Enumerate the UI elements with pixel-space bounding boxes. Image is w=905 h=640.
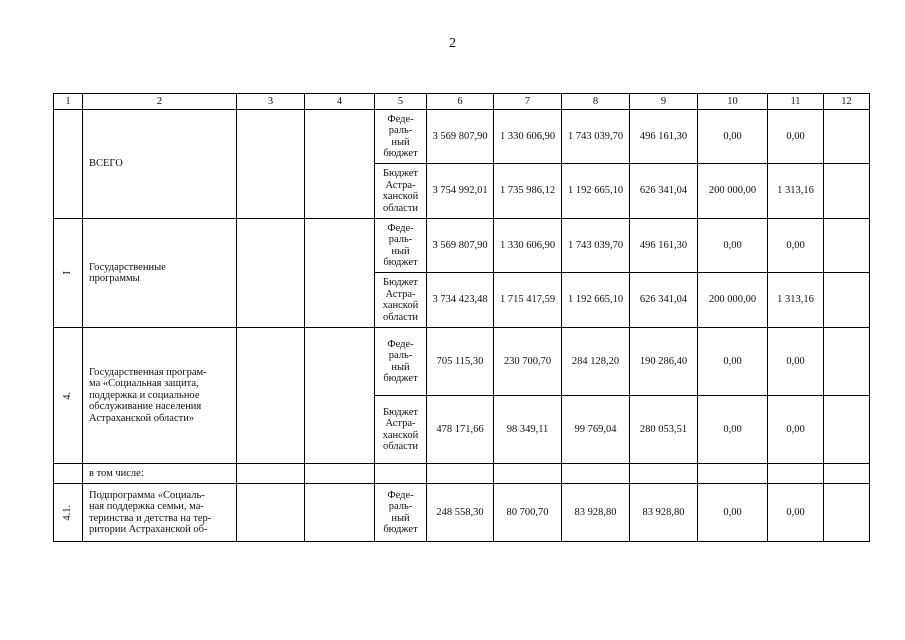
amount-cell: 280 053,51 xyxy=(630,396,698,464)
empty-cell xyxy=(237,328,305,464)
row-number: 4. xyxy=(62,391,74,400)
amount-cell: 3 734 423,48 xyxy=(427,273,494,328)
col-header: 7 xyxy=(494,94,562,110)
amount-cell: 0,00 xyxy=(698,328,768,396)
amount-cell: 200 000,00 xyxy=(698,273,768,328)
amount-cell: 284 128,20 xyxy=(562,328,630,396)
amount-cell: 1 192 665,10 xyxy=(562,273,630,328)
amount-cell: 0,00 xyxy=(698,219,768,273)
row-number-cell xyxy=(54,484,83,542)
amount-cell: 705 115,30 xyxy=(427,328,494,396)
empty-cell xyxy=(562,464,630,484)
budget-source-label: Феде- раль- ный бюджет xyxy=(375,328,427,396)
amount-cell: 1 735 986,12 xyxy=(494,164,562,219)
empty-cell xyxy=(237,110,305,219)
empty-cell xyxy=(305,328,375,464)
empty-cell xyxy=(630,464,698,484)
empty-cell xyxy=(237,219,305,328)
amount-cell: 83 928,80 xyxy=(562,484,630,542)
col-header: 5 xyxy=(375,94,427,110)
amount-cell: 0,00 xyxy=(768,396,824,464)
amount-cell: 99 769,04 xyxy=(562,396,630,464)
budget-source-label: Бюджет Астра- ханской области xyxy=(375,273,427,328)
row-name: Государственные программы xyxy=(83,219,237,328)
row-number-cell xyxy=(54,110,83,219)
table-row xyxy=(54,484,870,542)
amount-cell: 248 558,30 xyxy=(427,484,494,542)
amount-cell: 496 161,30 xyxy=(630,110,698,164)
col-header: 9 xyxy=(630,94,698,110)
amount-cell: 230 700,70 xyxy=(494,328,562,396)
table-row xyxy=(54,219,870,273)
col-header: 8 xyxy=(562,94,630,110)
amount-cell: 1 313,16 xyxy=(768,273,824,328)
row-number: I xyxy=(62,271,74,275)
amount-cell: 190 286,40 xyxy=(630,328,698,396)
table-row xyxy=(54,110,870,164)
amount-cell: 0,00 xyxy=(768,328,824,396)
amount-cell: 200 000,00 xyxy=(698,164,768,219)
amount-cell: 626 341,04 xyxy=(630,164,698,219)
budget-source-label: Феде- раль- ный бюджет xyxy=(375,484,427,542)
budget-source-label: Бюджет Астра- ханской области xyxy=(375,396,427,464)
amount-cell: 1 192 665,10 xyxy=(562,164,630,219)
row-number-cell xyxy=(54,219,83,328)
empty-cell xyxy=(824,110,870,164)
amount-cell: 626 341,04 xyxy=(630,273,698,328)
empty-cell xyxy=(54,464,83,484)
amount-cell: 83 928,80 xyxy=(630,484,698,542)
empty-cell xyxy=(427,464,494,484)
amount-cell: 98 349,11 xyxy=(494,396,562,464)
empty-cell xyxy=(824,396,870,464)
row-number-cell xyxy=(54,328,83,464)
budget-source-label: Феде- раль- ный бюджет xyxy=(375,110,427,164)
col-header: 1 xyxy=(54,94,83,110)
empty-cell xyxy=(305,110,375,219)
row-number: 4.1. xyxy=(62,504,74,521)
amount-cell: 0,00 xyxy=(768,484,824,542)
page-number: 2 xyxy=(449,36,456,51)
amount-cell: 3 569 807,90 xyxy=(427,110,494,164)
amount-cell: 1 313,16 xyxy=(768,164,824,219)
col-header: 12 xyxy=(824,94,870,110)
amount-cell: 1 330 606,90 xyxy=(494,110,562,164)
empty-cell xyxy=(824,464,870,484)
empty-cell xyxy=(824,484,870,542)
col-header: 6 xyxy=(427,94,494,110)
empty-cell xyxy=(305,219,375,328)
amount-cell: 0,00 xyxy=(698,110,768,164)
amount-cell: 1 743 039,70 xyxy=(562,110,630,164)
row-name: Государственная програм- ма «Социальная защита, поддержка и социальное обслуживание населения Астраханской области» xyxy=(83,328,237,464)
amount-cell: 0,00 xyxy=(768,219,824,273)
budget-table xyxy=(53,93,870,542)
col-header: 2 xyxy=(83,94,237,110)
empty-cell xyxy=(494,464,562,484)
row-name: ВСЕГО xyxy=(83,110,237,219)
empty-cell xyxy=(824,273,870,328)
amount-cell: 1 330 606,90 xyxy=(494,219,562,273)
amount-cell: 80 700,70 xyxy=(494,484,562,542)
amount-cell: 0,00 xyxy=(768,110,824,164)
amount-cell: 3 754 992,01 xyxy=(427,164,494,219)
budget-source-label: Бюджет Астра- ханской области xyxy=(375,164,427,219)
empty-cell xyxy=(698,464,768,484)
row-name: Подпрограмма «Социаль- ная поддержка семьи, ма- теринства и детства на тер- ритории Астраханской об- xyxy=(83,484,237,542)
amount-cell: 1 715 417,59 xyxy=(494,273,562,328)
amount-cell: 3 569 807,90 xyxy=(427,219,494,273)
empty-cell xyxy=(375,464,427,484)
col-header: 11 xyxy=(768,94,824,110)
col-header: 3 xyxy=(237,94,305,110)
empty-cell xyxy=(824,164,870,219)
empty-cell xyxy=(237,484,305,542)
empty-cell xyxy=(824,328,870,396)
amount-cell: 1 743 039,70 xyxy=(562,219,630,273)
in-total-row xyxy=(54,464,870,484)
budget-source-label: Феде- раль- ный бюджет xyxy=(375,219,427,273)
amount-cell: 0,00 xyxy=(698,484,768,542)
empty-cell xyxy=(824,219,870,273)
table-row xyxy=(54,328,870,396)
amount-cell: 496 161,30 xyxy=(630,219,698,273)
amount-cell: 478 171,66 xyxy=(427,396,494,464)
col-header: 10 xyxy=(698,94,768,110)
col-header: 4 xyxy=(305,94,375,110)
empty-cell xyxy=(768,464,824,484)
in-total-label: в том числе: xyxy=(83,464,237,484)
empty-cell xyxy=(305,484,375,542)
empty-cell xyxy=(305,464,375,484)
amount-cell: 0,00 xyxy=(698,396,768,464)
empty-cell xyxy=(237,464,305,484)
column-number-row xyxy=(54,94,870,110)
